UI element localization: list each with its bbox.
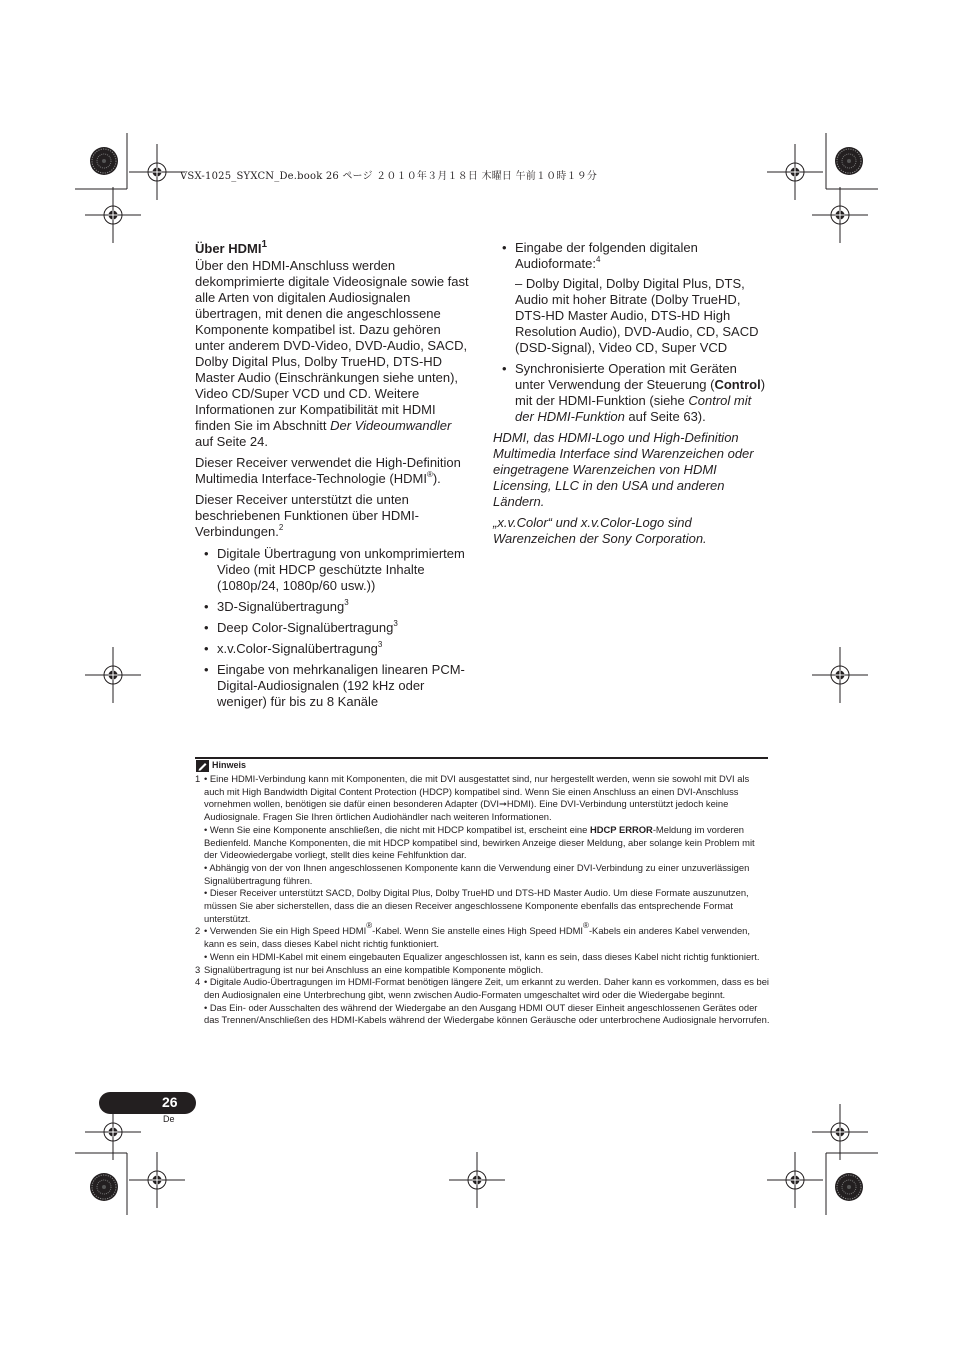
list-item-sup: 3 — [377, 640, 383, 649]
heading-text: Über HDMI — [195, 241, 262, 256]
sync-text-a: Synchronisierte Operation mit Geräten unter Verwendung der Steuerung ( — [515, 361, 737, 392]
paragraph-functions — [195, 492, 472, 540]
list-item — [195, 662, 472, 710]
heading-footnote-ref: 1 — [261, 239, 268, 250]
file-header-line: VSX-1025_SYXCN_De.book 26 ページ ２０１０年３月１８日 木曜日 午前１０時１９分 — [180, 171, 598, 182]
cross-ref-control: Control mit der HDMI-Funktion — [515, 393, 752, 424]
footnote-text: • Abhängig von der von Ihnen angeschlossenen Komponente kann die Verwendung einer DVI-Verbindung zu einer unzuverlässigen Signalübertragung führen. — [204, 861, 750, 886]
trademark-xvcolor: „x.v.Color“ und x.v.Color-Logo sind Warenzeichen der Sony Corporation. — [493, 515, 707, 546]
left-column — [195, 241, 472, 715]
hdcp-error-label: HDCP ERROR — [589, 823, 653, 835]
footnote-number: 4 — [195, 976, 201, 988]
p2-text: Dieser Receiver verwendet die High-Definition Multimedia Interface-Technologie (HDMI — [195, 455, 461, 486]
list-item-text: Deep Color-Signalübertragung — [217, 620, 394, 635]
list-item-text: x.v.Color-Signalübertragung — [217, 641, 378, 656]
footnote-2 — [195, 921, 770, 963]
list-item-sup: 3 — [393, 619, 398, 628]
footnote-ref-2: 2 — [278, 523, 284, 532]
section-heading — [195, 241, 472, 257]
footnote-number: 3 — [195, 963, 201, 975]
page-number-badge — [99, 1092, 196, 1114]
footnote-3 — [195, 964, 770, 977]
notes-title: Hinweis — [212, 760, 247, 770]
paragraph-hdmi-tech — [195, 455, 472, 487]
list-item — [195, 641, 472, 657]
hdcp-text-pre: • Wenn Sie eine Komponente anschließen, die nicht mit HDCP kompatibel ist, erscheint eine — [204, 823, 590, 835]
footnote-number: 2 — [195, 925, 201, 937]
footnote-text: • Das Ein- oder Ausschalten des während der Wiedergabe an den Ausgang HDMI OUT dieser Einheit angeschlossenen Gerätes oder das Trennen/Anschließen des HDMI-Kabels während der Wiedergabe können Geräusche oder unterbrochene Audiosignale hervorrufen. — [204, 1001, 770, 1026]
footnote-4 — [195, 976, 770, 1027]
hdcp-text-post: -Meldung im vorderen Bedienfeld. Manche Komponenten, die mit HDCP kompatibel sind, bewirken Anzeige dieser Meldung, aber solange kein Problem mit der Videowiedergabe vorliegt, stellt dies keine Fehlfunktion dar. — [204, 823, 755, 861]
audio-format-list: – Dolby Digital, Dolby Digital Plus, DTS, Audio mit hoher Bitrate (Dolby TrueHD, DTS-HD Master Audio, DTS-HD High Resolution Audio), DVD-Audio, CD, SACD (DSD-Signal), Video CD, Super VCD — [515, 276, 759, 355]
footnote-1 — [195, 773, 770, 925]
footnote-text: • Dieser Receiver unterstützt SACD, Dolby Digital Plus, Dolby TrueHD und DTS-HD Master Audio. Um diese Formate auszunutzen, müssen Sie aber sicherstellen, dass die an diesen Receiver angeschlossene Komponente ebenfalls das entsprechende Format unterstützt. — [204, 887, 749, 924]
footnote-text: Signalübertragung ist nur bei Anschluss an eine kompatible Komponente möglich. — [204, 963, 544, 975]
n2-text-3: -Kabels ein anderes Kabel verwenden, kann es sein, dass dieses Kabel nicht richtig funktioniert. — [204, 925, 750, 950]
footnote-text — [204, 824, 770, 862]
paragraph-hdmi-intro — [195, 258, 472, 450]
list-item-text: Digitale Übertragung von unkomprimiertem Video (mit HDCP geschützte Inhalte (1080p/24, 1080p/60 usw.)) — [217, 546, 465, 593]
p2-end: ). — [432, 471, 441, 486]
page-number: 26 — [162, 1094, 178, 1110]
feature-list-sync — [493, 361, 769, 425]
cross-ref-videoumwandler: Der Videoumwandler — [330, 418, 452, 433]
p1-end: auf Seite 24. — [195, 434, 268, 449]
p3-text: Dieser Receiver unterstützt die unten beschriebenen Funktionen über HDMI-Verbindungen. — [195, 492, 420, 539]
right-column — [493, 240, 769, 552]
footnote-text: • Wenn ein HDMI-Kabel mit einem eingebauten Equalizer angeschlossen ist, kann es sein, dass dieses Kabel nicht richtig funktioniert. — [204, 950, 760, 962]
list-item — [195, 546, 472, 594]
n2-text-1: • Verwenden Sie ein High Speed HDMI — [204, 925, 367, 937]
notes-divider — [195, 757, 768, 759]
note-pencil-icon — [196, 760, 209, 772]
sync-text-c: auf Seite 63). — [624, 409, 706, 424]
feature-list — [195, 546, 472, 710]
p1-text: Über den HDMI-Anschluss werden dekomprimierte digitale Videosignale sowie fast alle Arten von digitalen Audiosignalen übertragen, mit denen die angeschlossene Komponente kompatibel ist. Dazu gehören unter anderem DVD-Video, DVD-Audio, SACD, Dolby Digital Plus, Dolby TrueHD, DTS-HD Master Audio (Einschränkungen siehe unten), Video CD/Super VCD und CD. Weitere Informationen zur Kompatibilität mit HDMI finden Sie im Abschnitt — [195, 258, 469, 433]
list-item — [195, 599, 472, 615]
page-language: De — [163, 1114, 175, 1124]
registered-mark: ® — [426, 470, 433, 479]
list-item-text: Eingabe von mehrkanaligen linearen PCM-Digital-Audiosignalen (192 kHz oder weniger) für bis zu 8 Kanäle — [217, 662, 465, 709]
trademark-hdmi: HDMI, das HDMI-Logo und High-Definition Multimedia Interface sind Warenzeichen oder eingetragene Warenzeichen von HDMI Licensing, LLC in den USA und anderen Ländern. — [493, 430, 754, 509]
registered-mark: ® — [366, 921, 373, 931]
list-item — [493, 240, 769, 272]
list-item — [493, 361, 769, 425]
list-item — [195, 620, 472, 636]
n2-text-2: -Kabel. Wenn Sie anstelle eines High Speed HDMI — [372, 925, 584, 937]
footnote-ref-4: 4 — [595, 255, 601, 264]
footnotes — [195, 773, 770, 1027]
footnote-text: • Digitale Audio-Übertragungen im HDMI-Format benötigen längere Zeit, um erkannt zu werden. Daher kann es vorkommen, dass es bei den Audiosignalen eine Unterbrechung gibt, wenn zwischen Audio-Formaten umgeschaltet wird oder die Wiedergabe beginnt. — [204, 976, 770, 1000]
control-label: Control — [714, 377, 761, 392]
list-item-sup: 3 — [344, 598, 349, 607]
footnote-text — [204, 921, 770, 950]
list-item-text: Eingabe der folgenden digitalen Audioformate: — [515, 240, 698, 271]
list-item-text: 3D-Signalübertragung — [217, 599, 345, 614]
footnote-text: • Eine HDMI-Verbindung kann mit Komponenten, die mit DVI ausgestattet sind, nur hergestellt werden, wenn sie sowohl mit DVI als auch mit High Bandwidth Digital Content Protection (HDCP) kompatibel sind. Wenn Sie einen Anschluss an einen DVI-Anschluss vornehmen wollen, benötigen sie dafür einen besonderen Adapter (DVI➞HDMI). Eine DVI-Verbindung unterstützt jedoch keine Audiosignale. Fragen Sie Ihren örtlichen Audiohändler nach weiteren Informationen. — [204, 773, 750, 823]
footnote-number: 1 — [195, 773, 201, 784]
feature-list-continued — [493, 240, 769, 272]
registered-mark: ® — [583, 921, 589, 931]
sync-text-b: ) mit der HDMI-Funktion (siehe — [515, 377, 766, 408]
